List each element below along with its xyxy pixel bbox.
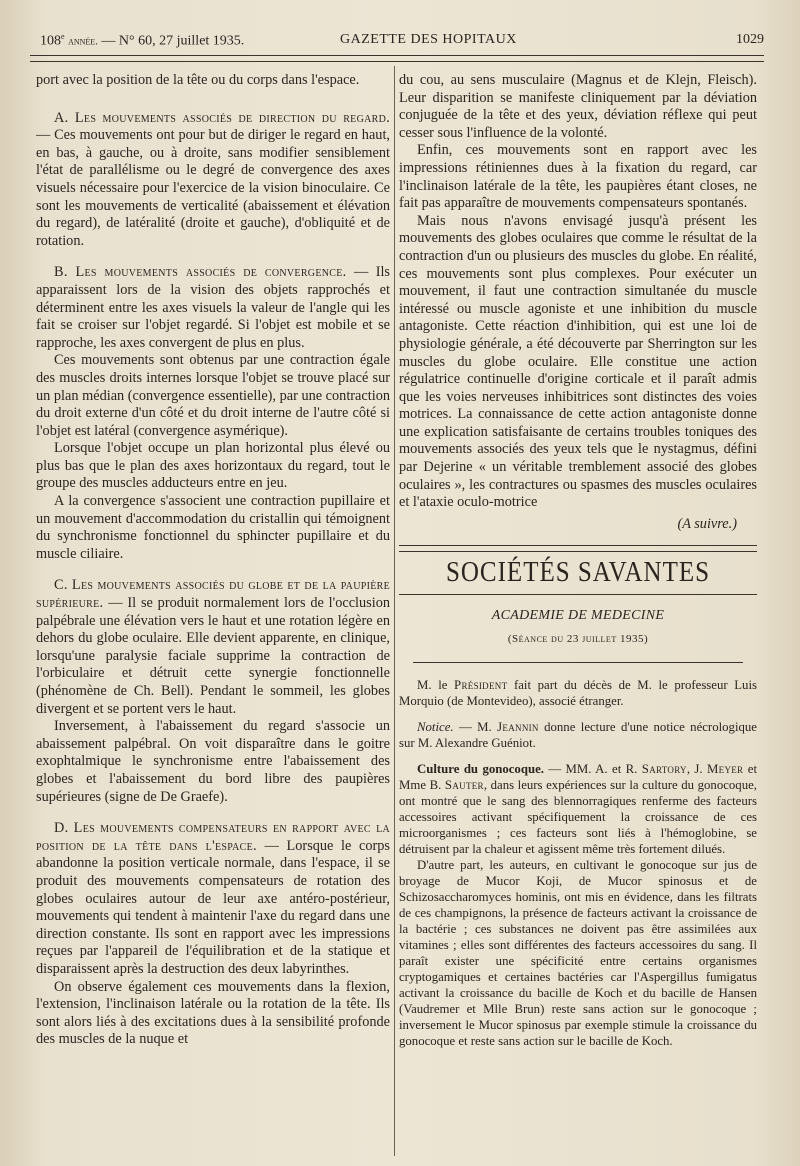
section-d: [36, 820, 390, 978]
section-title: SOCIÉTÉS SAVANTES: [445, 557, 711, 589]
proceedings: [399, 677, 757, 1049]
running-header: [40, 30, 764, 52]
edition-suffix: e: [61, 32, 65, 41]
paragraph: Lorsque l'objet occupe un plan horizontal plus élevé ou plus bas que le plan des axes horizontaux du regard, tout le groupe des muscles adducteurs entre en jeu.: [36, 440, 390, 492]
left-column: [36, 72, 390, 1049]
paragraph: Inversement, à l'abaissement du regard s'associe un abaissement palpébral. On voit disparaître dans le goitre exophtalmique le synchronisme entre l'abaissement des globes et l'abaissement du bord libre des paupières supérieures (signe de De Graefe).: [36, 718, 390, 805]
notice-gonocoque: Culture du gonocoque. — MM. A. et R. Sartory, J. Meyer et Mme B. Sauter, dans leurs expériences sur la culture du gonocoque, ont montré que le sang des blennorragiques renferme des facteurs accessoires activant spécifiquement la croissance de ces microorganismes ; ces facteurs sont liés à l'hémoglobine, se détruisent par la chaleur et agissent même très fortement dilués.: [399, 762, 758, 857]
section-a: [36, 110, 390, 251]
notice-president: M. le Président fait part du décès de M. le professeur Luis Morquio (de Montevideo), associé étranger.: [399, 678, 757, 709]
section-heading: D. Les mouvements compensateurs en rapport avec la position de la tête dans l'espace.: [36, 820, 390, 854]
notice-necrology: Notice. — M. Jeannin donne lecture d'une notice nécrologique sur M. Alexandre Guéniot.: [399, 720, 757, 751]
paragraph: Mais nous n'avons envisagé jusqu'à présent les mouvements des globes oculaires que comme le résultat de la contraction d'un ou plusieurs des muscles du globe. En réalité, ces mouvements sont plus complexes. Pour exécuter un mouvement, il faut une contraction simultanée du muscle intéressé ou muscle agoniste et une inhibition du muscle antagoniste. Cette réaction d'inhibition, qui est une loi de physiologie générale, a été découverte par Sherrington sur les muscles du globe oculaire. Elle constitue une action régulatrice continuelle d'origine corticale et il paraît admis que les voies nerveuses inhibitrices sont distinctes des voies motrices. La connaissance de cette action antagoniste donne une explication satisfaisante de certains troubles toniques des mouvements associés des yeux tels que le nystagmus, défini par Dejerine « un véritable tremblement associé des globes oculaires », les contractures ou spasmes des muscles oculaires et l'ataxie oculo-motrice: [399, 212, 757, 511]
session-date: (Séance du 23 juillet 1935): [507, 632, 649, 645]
section-text: — Il se produit normalement lors de l'occlusion palpébrale une élévation vers le haut et une rotation légère en dehors du globe oculaire. Elle devient apparente, en clinique, lorsqu'une paralysie faciale supprime la contraction de l'orbiculaire et détruit cette synergie fonctionnelle (phénomène de Ch. Bell). Pendant le sommeil, les globes divergent et se portent vers le haut.: [36, 595, 390, 717]
paragraph: D'autre part, les auteurs, en cultivant le gonocoque sur jus de broyage de Mucor Koji, de Mucor spinosus et de Schizosaccharomyces hominis, ont mis en évidence, dans les filtrats de ces champignons, la présence de facteurs activant la croissance de la bactérie ; ces substances ne doivent pas être assimilées aux vitamines ; elles sont différentes des facteurs accessoires du sang. Il paraît exister une spécificité entre certains organismes cryptogamiques et certaines bactéries car l'Aspergillus fumigatus activant la croissance du bacille de Koch et du bacille de Hansen (Vaudremer et Mlle Brun) reste sans action sur le gonocoque ; inversement le Mucor spinosus par exemple stimule la croissance du gonocoque et reste sans action sur le bacille de Koch.: [399, 858, 757, 1049]
section-text: — Ces mouvements ont pour but de diriger le regard en haut, en bas, à gauche, ou à droite, sans modifier sensiblement l'état de parallélisme ou le degré de convergence des axes visuels nécessaire pour l'exercice de la vision binoculaire. Ce sont les mouvements de verticalité (abaissement et élévation du regard), de latéralité (droite et gauche), d'obliquité et de rotation.: [36, 127, 390, 249]
paragraph: On observe également ces mouvements dans la flexion, l'extension, l'inclinaison latérale ou la rotation de la tête. Ils sont alors liés à des excitations dues à la sensibilité profonde des muscles de la nuque et: [36, 978, 390, 1048]
journal-title: GAZETTE DES HOPITAUX: [340, 32, 517, 47]
section-c: [36, 577, 390, 718]
section-text: — Ils apparaissent lors de la vision des objets rapprochés et déterminent entre les axes visuels la valeur de l'angle qui les fait se croiser sur l'objet regardé. Si l'objet est mobile et se rapproche, les axes convergent de plus en plus.: [36, 264, 390, 351]
academy-heading: ACADEMIE DE MEDECINE: [491, 608, 665, 624]
section-rule: [399, 545, 757, 552]
section-heading: B. Les mouvements associés de convergence.: [54, 264, 347, 281]
paragraph: port avec la position de la tête ou du corps dans l'espace.: [36, 72, 360, 88]
edition-number: 108: [40, 33, 61, 49]
paragraph: Ces mouvements sont obtenus par une contraction égale des muscles droits internes lorsque l'objet se trouve placé sur un plan médian (convergence essentielle), par une contraction du droit externe d'un côté et du droit interne de l'autre côté si l'objet est latéral (convergence asymérique).: [36, 352, 390, 439]
right-column: [399, 72, 757, 1049]
page-number: 1029: [736, 32, 764, 47]
header-issue-info: [40, 32, 244, 50]
title-rule: [399, 594, 757, 595]
paragraph: A la convergence s'associent une contraction pupillaire et un mouvement d'accommodation du cristallin qui témoignent du synchronisme fonctionnel du sphincter pupillaire et du muscle ciliaire.: [36, 493, 390, 562]
to-be-continued: (A suivre.): [677, 515, 737, 532]
section-b: [36, 264, 390, 352]
edition-word: année.: [68, 35, 98, 48]
paragraph: Enfin, ces mouvements sont en rapport avec les impressions rétiniennes dues à la fixation du regard, car l'inclinaison latérale de la tête, les paupières étant closes, ne fait pas apparaître de mouvements compensateurs spontanés.: [399, 142, 757, 212]
issue-date: — N° 60, 27 juillet 1935.: [101, 33, 245, 49]
section-text: — Lorsque le corps abandonne la position verticale normale, dans l'espace, il se produit des mouvements compensateurs de rotation des globes oculaires autour de leur axe antéro-postérieur, mouvements qui tendent à maintenir l'axe du regard dans une direction constante. Ils sont en rapport avec les impressions reçues par l'appareil de l'équilibration et de la statique et disparaissent après la destruction des deux labyrinthes.: [36, 837, 390, 977]
section-heading: A. Les mouvements associés de direction du regard.: [54, 109, 390, 126]
paragraph: du cou, au sens musculaire (Magnus et de Klejn, Fleisch). Leur disparition se manifeste cliniquement par la déviation conjuguée de la tête et des yeux, déviation réflexe qui peut cesser sous l'influence de la volonté.: [399, 72, 757, 141]
column-divider: [394, 66, 395, 1156]
header-rule: [30, 55, 764, 62]
short-rule: [413, 662, 743, 663]
section-heading: C. Les mouvements associés du globe et de la paupière supérieure.: [36, 577, 390, 612]
